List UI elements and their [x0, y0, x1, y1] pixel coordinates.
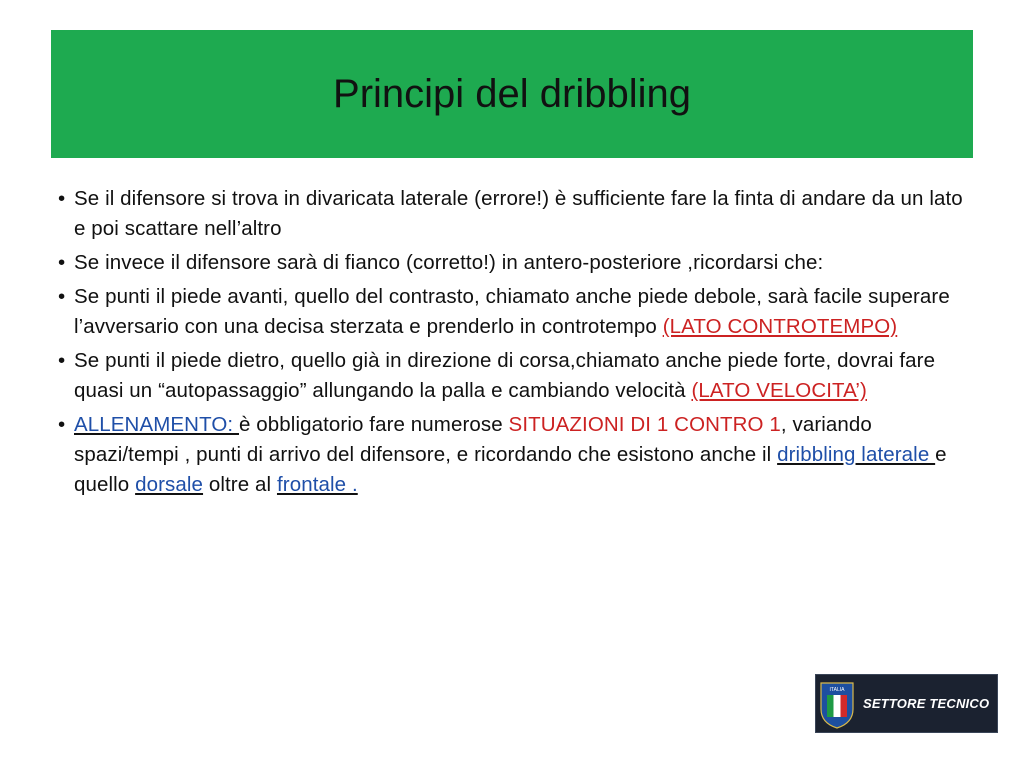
figc-shield-icon: [819, 679, 855, 729]
title-banner: [51, 30, 973, 158]
bullet-text: e quello: [74, 443, 947, 496]
settore-tecnico-logo: [815, 674, 998, 733]
bullet-item-divaricata: [58, 184, 978, 244]
logo-text: SETTORE TECNICO: [863, 696, 990, 711]
bullet-list: [58, 184, 978, 504]
frontale-link[interactable]: frontale .: [276, 473, 358, 496]
bullet-item-fianco: [58, 248, 978, 278]
bullet-text: Se il difensore si trova in divaricata laterale (errore!) è sufficiente fare la finta di andare da un lato e poi scattare nell’altro: [74, 187, 963, 240]
bullet-dot-icon: •: [58, 285, 66, 308]
bullet-dot-icon: •: [58, 413, 66, 436]
lato-velocita-label: (LATO VELOCITA’): [691, 379, 867, 402]
bullet-dot-icon: •: [58, 349, 66, 372]
bullet-text: oltre al: [203, 473, 277, 496]
bullet-dot-icon: •: [58, 251, 66, 274]
bullet-text: Se punti il piede avanti, quello del contrasto, chiamato anche piede debole, sarà facile superare l’avversario con una decisa sterzata e prenderlo in controtempo: [74, 285, 950, 338]
allenamento-label: ALLENAMENTO:: [74, 413, 239, 436]
bullet-item-piede-avanti: [58, 282, 978, 342]
bullet-text: , variando spazi/tempi , punti di arrivo del difensore, e ricordando che esistono anche il: [74, 413, 872, 466]
bullet-dot-icon: •: [58, 187, 66, 210]
dorsale-link[interactable]: dorsale: [135, 473, 204, 496]
situazioni-highlight: SITUAZIONI DI 1 CONTRO 1: [508, 413, 781, 436]
lato-controtempo-label: (LATO CONTROTEMPO): [662, 315, 898, 338]
bullet-item-allenamento: [58, 410, 978, 500]
bullet-text: Se invece il difensore sarà di fianco (corretto!) in antero-posteriore ,ricordarsi che:: [74, 251, 824, 274]
dribbling-laterale-link[interactable]: dribbling laterale: [777, 443, 936, 466]
bullet-text: è obbligatorio fare numerose: [238, 413, 509, 436]
bullet-item-piede-dietro: [58, 346, 978, 406]
slide-title: Principi del dribbling: [333, 71, 691, 116]
logo-country-text: ITALIA: [829, 686, 845, 693]
bullet-text: Se punti il piede dietro, quello già in direzione di corsa,chiamato anche piede forte, dovrai fare quasi un “autopassaggio” allungando la palla e cambiando velocità: [74, 349, 936, 402]
